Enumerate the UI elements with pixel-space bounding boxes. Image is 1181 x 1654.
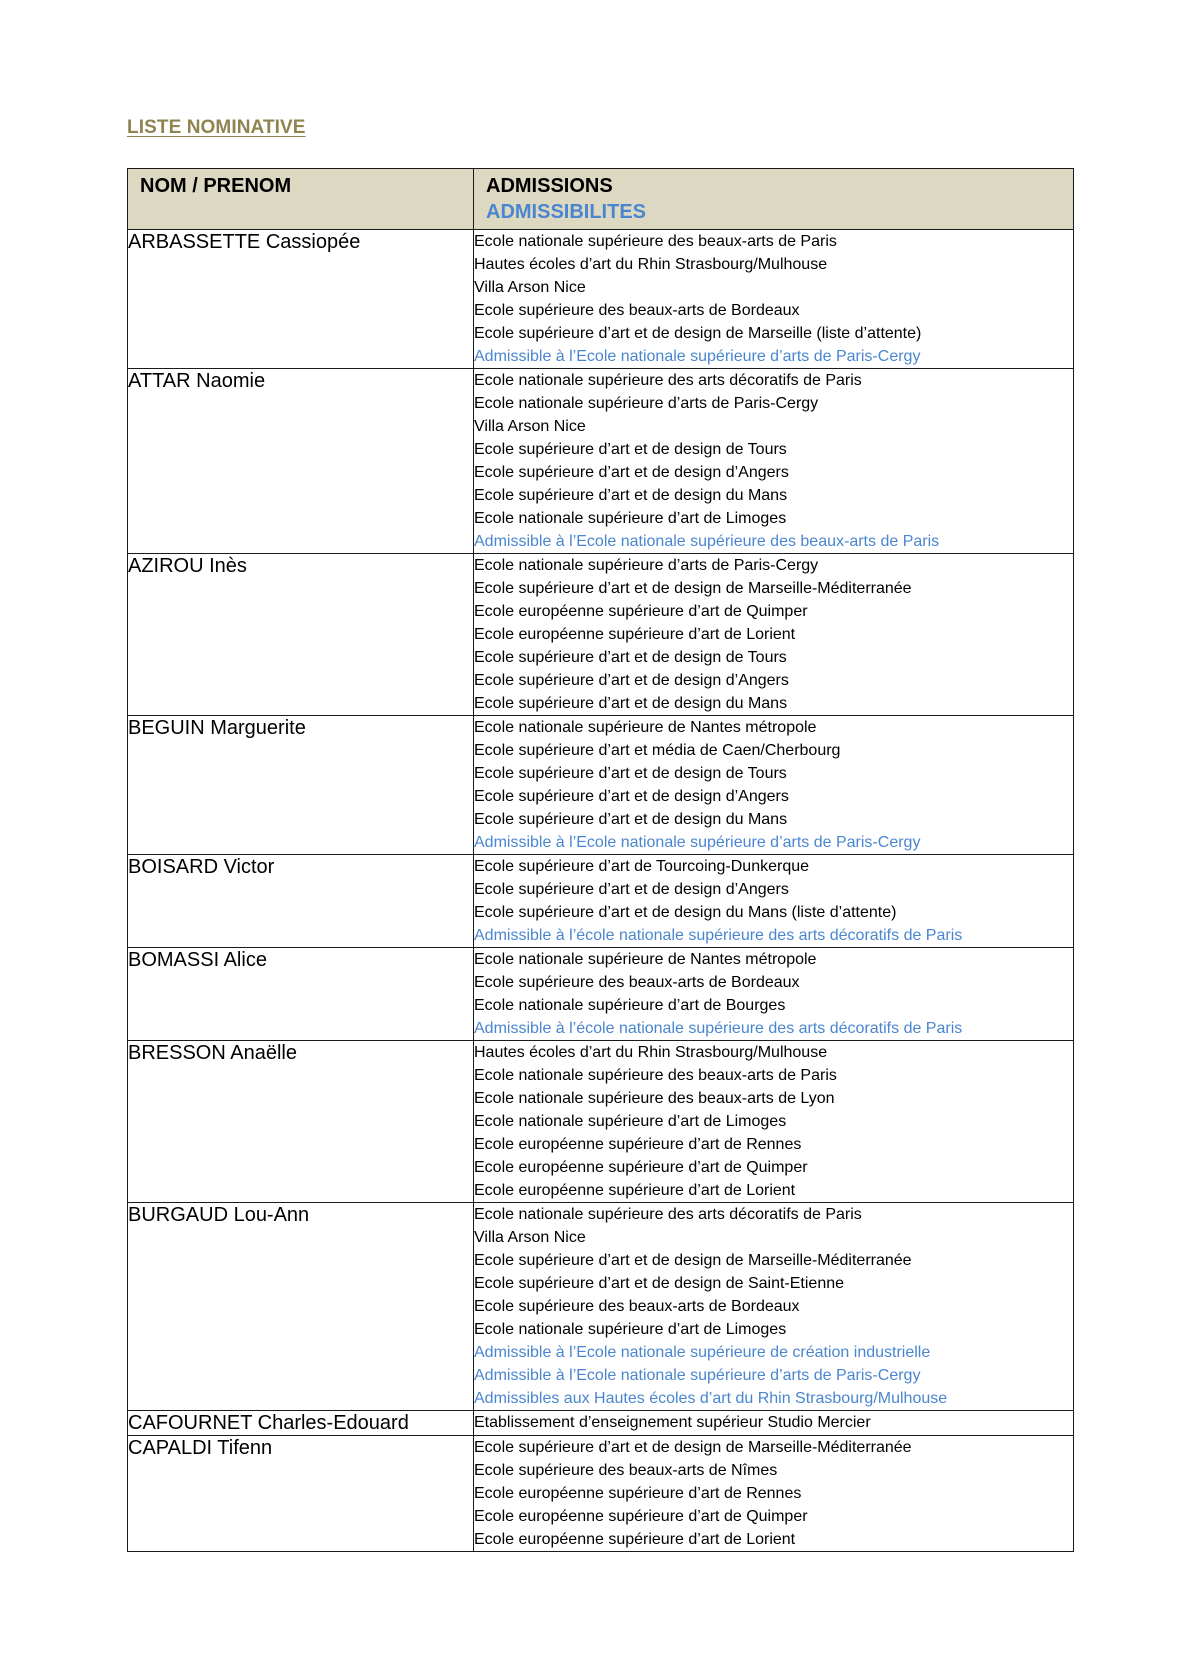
admissions-cell [474,1203,1074,1411]
admission-entry: Villa Arson Nice [474,1229,586,1246]
admission-entry: Ecole européenne supérieure d’art de Lorient [474,1182,796,1199]
admissions-cell [474,1041,1074,1203]
admission-entry: Ecole nationale supérieure des beaux-arts de Paris [474,1067,837,1084]
admissions-cell [474,369,1074,554]
admission-entry: Villa Arson Nice [474,279,586,296]
admission-entry: Ecole supérieure des beaux-arts de Nîmes [474,1462,778,1479]
table-row [128,1041,1074,1203]
admissions-header-label: ADMISSIONS [486,175,613,197]
admissions-cell [474,230,1074,369]
admission-entry: Hautes écoles d’art du Rhin Strasbourg/Mulhouse [474,256,828,273]
admission-entry: Ecole supérieure d’art et de design du Mans [474,487,788,504]
table-header-row [128,169,1074,230]
admission-entry: Ecole supérieure d’art et média de Caen/Cherbourg [474,742,841,759]
table-row [128,230,1074,369]
admission-entry: Ecole supérieure d’art et de design de Tours [474,765,787,782]
admission-entry: Ecole supérieure d’art et de design du Mans [474,695,788,712]
admission-entry: Hautes écoles d’art du Rhin Strasbourg/Mulhouse [474,1044,828,1061]
table-row [128,855,1074,948]
student-name: BURGAUD Lou-Ann [128,1203,474,1411]
admission-entry: Ecole nationale supérieure de Nantes métropole [474,951,817,968]
table-row [128,1203,1074,1411]
admission-entry: Ecole nationale supérieure de Nantes métropole [474,719,817,736]
admission-entry: Ecole supérieure des beaux-arts de Bordeaux [474,302,800,319]
admissibility-entry: Admissible à l’école nationale supérieure des arts décoratifs de Paris [474,1020,963,1037]
admission-entry: Ecole européenne supérieure d’art de Lorient [474,1531,796,1548]
table-row [128,1436,1074,1552]
admission-entry: Ecole européenne supérieure d’art de Lorient [474,626,796,643]
admission-entry: Ecole supérieure d’art et de design d’Angers [474,672,789,689]
admission-entry: Ecole supérieure d’art et de design d’Angers [474,881,789,898]
admission-entry: Ecole supérieure d’art et de design de Tours [474,441,787,458]
admission-entry: Ecole nationale supérieure d’art de Limoges [474,1321,787,1338]
admission-entry: Ecole nationale supérieure d’arts de Paris-Cergy [474,395,819,412]
admission-entry: Ecole supérieure d’art et de design de Saint-Etienne [474,1275,845,1292]
admissibility-entry: Admissible à l’Ecole nationale supérieure d’arts de Paris-Cergy [474,834,921,851]
table-row [128,716,1074,855]
student-name: BEGUIN Marguerite [128,716,474,855]
admission-entry: Ecole européenne supérieure d’art de Quimper [474,1508,808,1525]
nominative-list-table [127,168,1074,1552]
admissibilities-header-label: ADMISSIBILITES [486,201,647,223]
table-row [128,948,1074,1041]
admission-entry: Ecole européenne supérieure d’art de Rennes [474,1136,802,1153]
admission-entry: Ecole supérieure d’art et de design de Marseille-Méditerranée [474,1439,912,1456]
column-header-admissions [474,169,1074,230]
admission-entry: Villa Arson Nice [474,418,586,435]
admissions-cell [474,716,1074,855]
table-row [128,554,1074,716]
student-name: CAFOURNET Charles-Edouard [128,1411,474,1436]
admission-entry: Ecole nationale supérieure des arts décoratifs de Paris [474,1206,862,1223]
admissions-cell [474,554,1074,716]
admission-entry: Ecole européenne supérieure d’art de Quimper [474,603,808,620]
student-name: CAPALDI Tifenn [128,1436,474,1552]
admission-entry: Ecole nationale supérieure d’art de Bourges [474,997,786,1014]
admission-entry: Ecole nationale supérieure d’art de Limoges [474,510,787,527]
admissions-cell [474,1436,1074,1552]
admission-entry: Ecole nationale supérieure d’arts de Paris-Cergy [474,557,819,574]
admissibility-entry: Admissible à l’école nationale supérieure des arts décoratifs de Paris [474,927,963,944]
table-row [128,369,1074,554]
admission-entry: Etablissement d’enseignement supérieur Studio Mercier [474,1414,871,1431]
student-name: AZIROU Inès [128,554,474,716]
admission-entry: Ecole supérieure d’art et de design de Marseille-Méditerranée [474,1252,912,1269]
admissions-cell [474,855,1074,948]
admissibility-entry: Admissibles aux Hautes écoles d’art du Rhin Strasbourg/Mulhouse [474,1390,948,1407]
admission-entry: Ecole supérieure des beaux-arts de Bordeaux [474,974,800,991]
student-name: ARBASSETTE Cassiopée [128,230,474,369]
student-name: ATTAR Naomie [128,369,474,554]
admission-entry: Ecole nationale supérieure des beaux-arts de Paris [474,233,837,250]
admissibility-entry: Admissible à l’Ecole nationale supérieure d’arts de Paris-Cergy [474,348,921,365]
student-name: BRESSON Anaëlle [128,1041,474,1203]
column-header-name: NOM / PRENOM [128,169,474,230]
admission-entry: Ecole supérieure d’art et de design de Tours [474,649,787,666]
admissibility-entry: Admissible à l’Ecole nationale supérieure d’arts de Paris-Cergy [474,1367,921,1384]
admission-entry: Ecole supérieure d’art et de design d’Angers [474,464,789,481]
admission-entry: Ecole supérieure d’art et de design de Marseille (liste d’attente) [474,325,922,342]
admission-entry: Ecole supérieure d’art et de design d’Angers [474,788,789,805]
admission-entry: Ecole européenne supérieure d’art de Rennes [474,1485,802,1502]
page-title: LISTE NOMINATIVE [127,117,306,138]
admissibility-entry: Admissible à l’Ecole nationale supérieure de création industrielle [474,1344,931,1361]
admission-entry: Ecole nationale supérieure des arts décoratifs de Paris [474,372,862,389]
table-row [128,1411,1074,1436]
admission-entry: Ecole nationale supérieure d’art de Limoges [474,1113,787,1130]
student-name: BOMASSI Alice [128,948,474,1041]
admission-entry: Ecole supérieure d’art et de design de Marseille-Méditerranée [474,580,912,597]
admissions-cell [474,1411,1074,1436]
admissions-cell [474,948,1074,1041]
admission-entry: Ecole supérieure d’art de Tourcoing-Dunkerque [474,858,810,875]
admissibility-entry: Admissible à l’Ecole nationale supérieure des beaux-arts de Paris [474,533,940,550]
table-body [128,230,1074,1552]
student-name: BOISARD Victor [128,855,474,948]
admission-entry: Ecole supérieure d’art et de design du Mans (liste d’attente) [474,904,897,921]
admission-entry: Ecole supérieure des beaux-arts de Bordeaux [474,1298,800,1315]
admission-entry: Ecole supérieure d’art et de design du Mans [474,811,788,828]
admission-entry: Ecole européenne supérieure d’art de Quimper [474,1159,808,1176]
admission-entry: Ecole nationale supérieure des beaux-arts de Lyon [474,1090,835,1107]
